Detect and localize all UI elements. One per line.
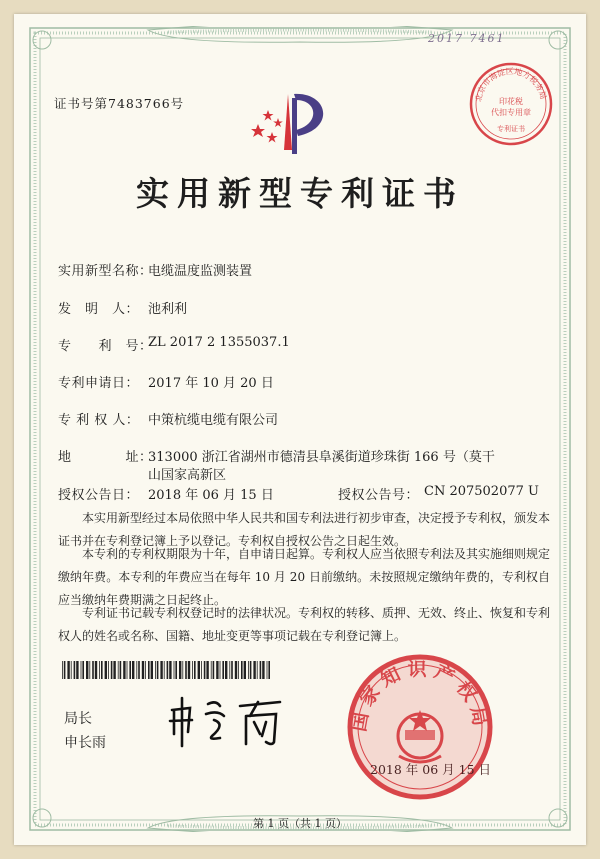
page-footer: 第 1 页（共 1 页） [253,817,347,830]
field-label-filing-date: 专利申请日： [58,376,140,391]
officer-name: 申长雨 [64,735,106,751]
field-value-inventor: 池利利 [148,302,188,317]
field-label-patentee: 专 利 权 人： [58,413,140,428]
barcode [62,661,272,679]
svg-text:专利证书: 专利证书 [497,125,525,133]
official-seal [345,652,495,802]
grant-date-label: 授权公告日： [58,488,140,503]
field-value-address-line2: 山国家高新区 [148,468,227,483]
grant-no-label: 授权公告号： [338,488,420,503]
field-label-inventor: 发 明 人： [58,302,140,317]
handwritten-note: 2017 7461 [428,32,506,45]
paragraph-term: 本专利的专利权期限为十年，自申请日起算。专利权人应当依照专利法及其实施细则规定缴纳年费。本专利的年费应当在每年 10 月 20 日前缴纳。未按照规定缴纳年费的，专利权自应当缴纳年费期满之日起终止。 [58,547,551,607]
field-label-address: 地 址： [58,450,153,465]
paragraph-grant: 本实用新型经过本局依照中华人民共和国专利法进行初步审查，决定授予专利权，颁发本证书并在专利登记簿上予以登记。专利权自授权公告之日起生效。 [58,511,551,548]
field-label-patent-no: 专 利 号： [58,339,153,354]
grant-no-value: CN 207502077 U [424,484,539,499]
officer-title: 局长 [64,711,92,727]
field-value-patentee: 中策杭缆电缆有限公司 [148,413,279,428]
certificate-title: 实用新型专利证书 [136,174,464,213]
svg-text:国家知识产权局: 国家知识产权局 [347,658,493,734]
field-value-filing-date: 2017 年 10 月 20 日 [148,376,274,391]
grant-date-value: 2018 年 06 月 15 日 [148,488,274,503]
svg-text:印花税: 印花税 [499,97,523,106]
tax-stamp [467,60,555,148]
director-signature [168,690,298,750]
field-value-name: 电缆温度监测装置 [148,264,253,279]
seal-date: 2018 年 06 月 15 日 [370,762,491,777]
field-label-name: 实用新型名称： [58,264,153,279]
svg-text:北京市海淀区地方税务局: 北京市海淀区地方税务局 [473,66,548,103]
field-value-address: 313000 浙江省湖州市德清县阜溪街道珍珠街 166 号（莫干 [148,450,495,465]
patent-office-logo [248,88,344,168]
svg-text:代扣专用章: 代扣专用章 [491,108,531,117]
certificate-number: 证书号第7483766号 [54,96,185,111]
field-value-patent-no: ZL 2017 2 1355037.1 [148,335,290,350]
paragraph-register: 专利证书记载专利权登记时的法律状况。专利权的转移、质押、无效、终止、恢复和专利权人的姓名或名称、国籍、地址变更等事项记载在专利登记簿上。 [58,606,551,643]
